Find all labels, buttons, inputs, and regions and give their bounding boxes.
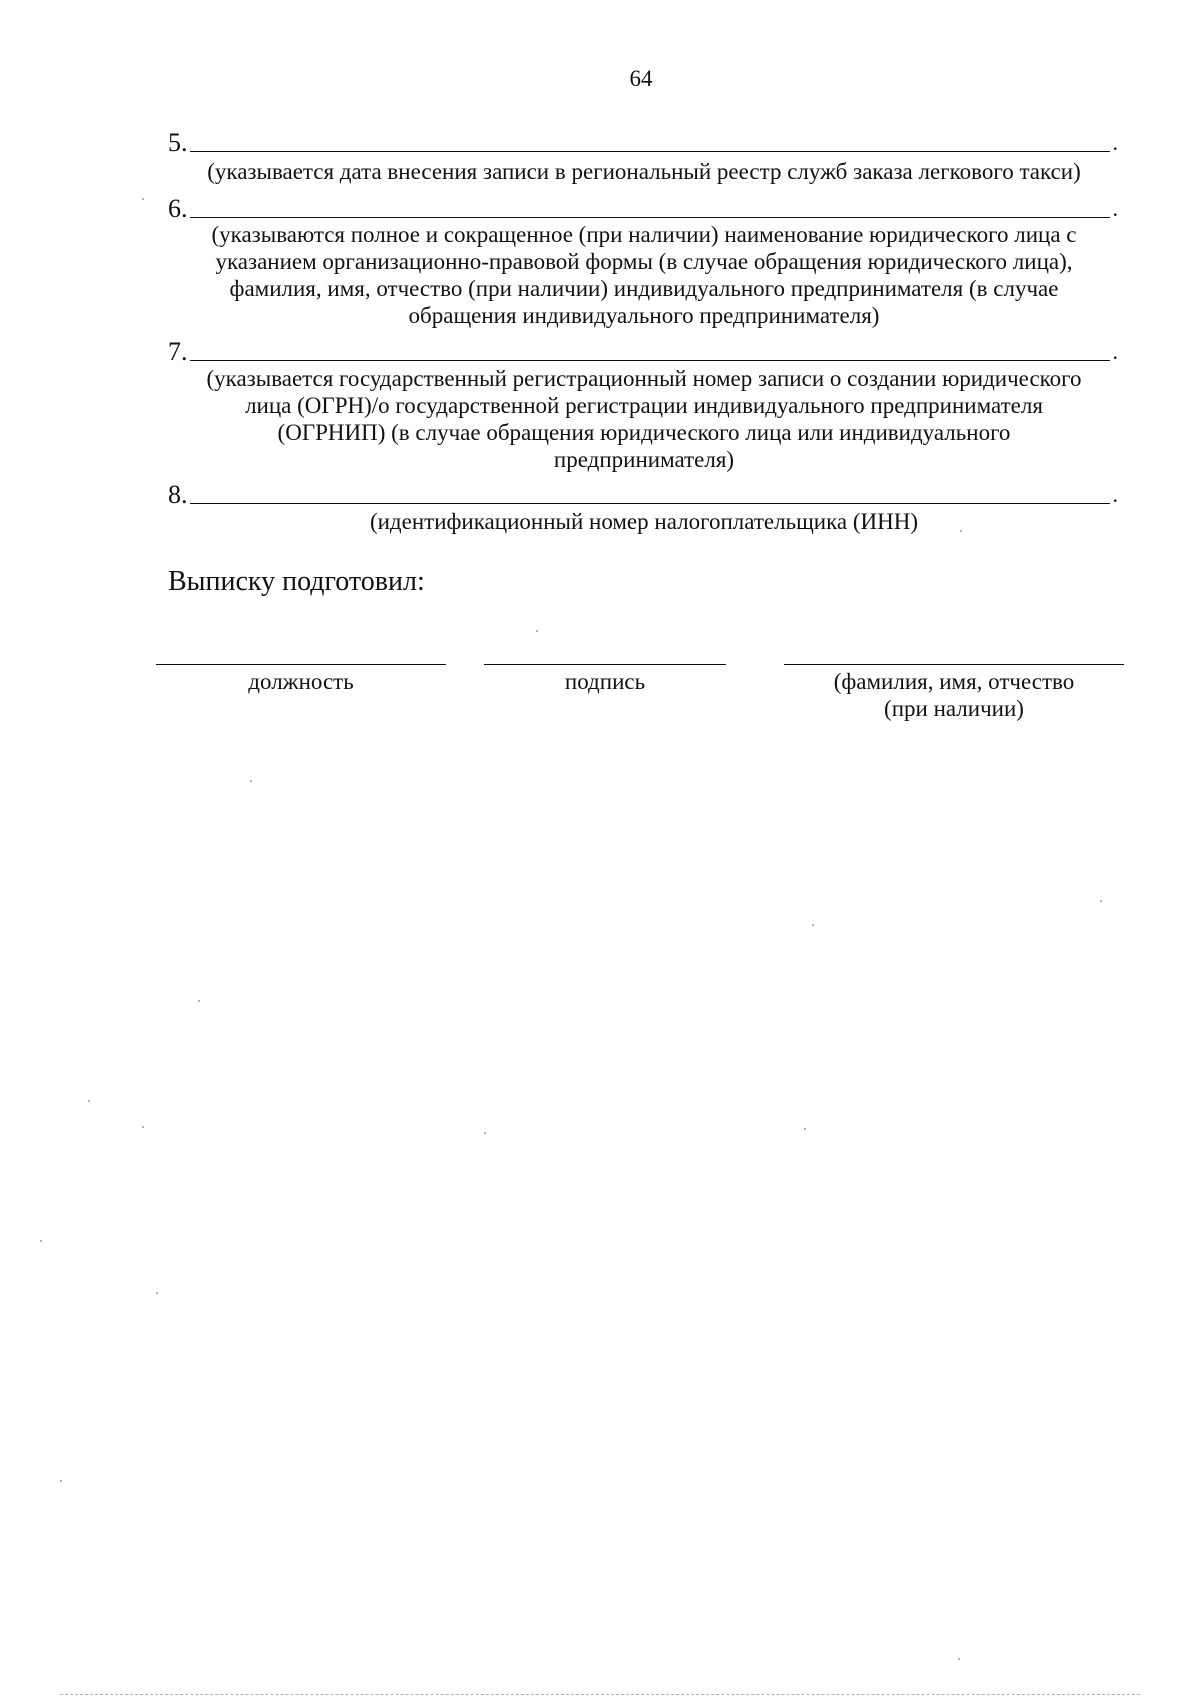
name-label-line: (фамилия, имя, отчество [833, 669, 1075, 694]
fill-line[interactable] [190, 151, 1110, 152]
field-6-caption [170, 221, 1118, 329]
scan-speck [40, 1240, 42, 1242]
caption-line: лица (ОГРН)/о государственной регистрации индивидуального предпринимателя [245, 393, 1043, 418]
scan-speck [156, 1292, 158, 1294]
field-end-mark: . [1112, 196, 1118, 221]
scan-speck [536, 630, 538, 632]
scan-speck [142, 1126, 144, 1128]
scan-speck [958, 1658, 960, 1660]
fill-line[interactable] [190, 503, 1110, 504]
field-8 [168, 470, 1120, 509]
field-7-caption [170, 365, 1118, 473]
scan-speck [250, 780, 252, 782]
position-label: должность [248, 669, 354, 694]
scan-speck [1100, 900, 1102, 902]
scan-speck [812, 924, 814, 926]
scan-speck [60, 1480, 62, 1482]
page-number: 64 [629, 66, 653, 91]
fill-line[interactable] [190, 360, 1110, 361]
scan-speck [960, 530, 962, 532]
scan-speck [198, 1000, 200, 1002]
field-end-mark: . [1112, 482, 1118, 507]
field-6 [168, 184, 1120, 223]
field-number: 5. [168, 128, 188, 157]
fill-line[interactable] [190, 217, 1110, 218]
position-line[interactable] [156, 664, 446, 665]
caption-line: фамилия, имя, отчество (при наличии) индивидуального предпринимателя (в случае [229, 276, 1059, 301]
name-label [784, 668, 1124, 722]
caption-line: (указываются полное и сокращенное (при наличии) наименование юридического лица с [211, 222, 1077, 247]
prepared-by-heading: Выписку подготовил: [168, 566, 425, 597]
scan-speck [804, 1128, 806, 1130]
field-number: 7. [168, 337, 188, 366]
caption-line: (указывается государственный регистрационный номер записи о создании юридического [206, 366, 1082, 391]
field-7 [168, 327, 1120, 366]
caption-line: обращения индивидуального предпринимателя) [408, 303, 880, 328]
field-number: 8. [168, 480, 188, 509]
signature-label: подпись [564, 669, 646, 694]
field-5 [168, 118, 1120, 157]
field-end-mark: . [1112, 339, 1118, 364]
scan-speck [142, 198, 144, 200]
scan-speck [88, 1100, 90, 1102]
scan-speck [484, 1132, 486, 1134]
name-label-line: (при наличии) [884, 696, 1024, 721]
caption-line: указанием организационно-правовой формы (в случае обращения юридического лица), [215, 249, 1073, 274]
name-line[interactable] [784, 664, 1124, 665]
scan-edge [60, 1694, 1140, 1695]
field-8-caption: (идентификационный номер налогоплательщика (ИНН) [369, 509, 919, 534]
caption-line: предпринимателя) [553, 447, 735, 472]
field-end-mark: . [1112, 130, 1118, 155]
caption-line: (ОГРНИП) (в случае обращения юридического лица или индивидуального [277, 420, 1011, 445]
field-number: 6. [168, 194, 188, 223]
field-5-caption: (указывается дата внесения записи в региональный реестр служб заказа легкового такси) [207, 159, 1081, 184]
signature-line[interactable] [484, 664, 726, 665]
